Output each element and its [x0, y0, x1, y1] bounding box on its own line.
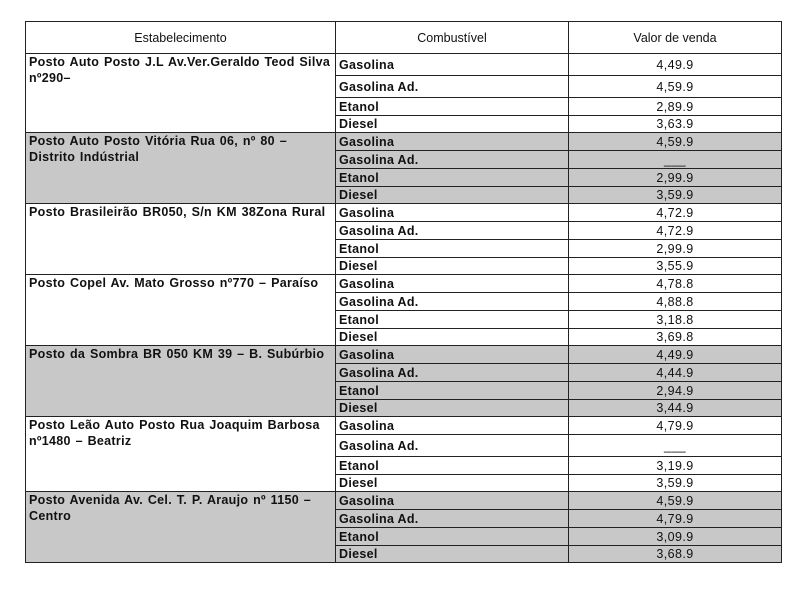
combustivel-cell: Gasolina — [336, 417, 569, 435]
valor-cell: 4,72.9 — [569, 204, 782, 222]
combustivel-cell: Diesel — [336, 116, 569, 133]
combustivel-cell: Gasolina Ad. — [336, 151, 569, 169]
valor-cell: 4,59.9 — [569, 133, 782, 151]
combustivel-cell: Gasolina Ad. — [336, 435, 569, 457]
valor-cell: 4,59.9 — [569, 492, 782, 510]
header-estabelecimento: Estabelecimento — [26, 22, 336, 54]
fuel-price-table — [25, 21, 782, 563]
header-valor: Valor de venda — [569, 22, 782, 54]
valor-cell: 4,49.9 — [569, 54, 782, 76]
table-body — [26, 54, 782, 563]
estabelecimento-cell: Posto Avenida Av. Cel. T. P. Araujo nº 1150 – Centro — [26, 492, 336, 563]
valor-cell: 4,88.8 — [569, 293, 782, 311]
estabelecimento-cell: Posto Auto Posto Vitória Rua 06, nº 80 – Distrito Indústrial — [26, 133, 336, 204]
valor-cell: 2,89.9 — [569, 98, 782, 116]
valor-cell: 3,59.9 — [569, 475, 782, 492]
valor-cell: ___ — [569, 435, 782, 457]
table-row — [26, 133, 782, 151]
valor-cell: 3,09.9 — [569, 528, 782, 546]
estabelecimento-cell: Posto Leão Auto Posto Rua Joaquim Barbosa nº1480 – Beatriz — [26, 417, 336, 492]
combustivel-cell: Gasolina Ad. — [336, 510, 569, 528]
combustivel-cell: Etanol — [336, 528, 569, 546]
header-row — [26, 22, 782, 54]
valor-cell: 3,18.8 — [569, 311, 782, 329]
valor-cell: 2,99.9 — [569, 240, 782, 258]
combustivel-cell: Diesel — [336, 187, 569, 204]
valor-cell: 4,79.9 — [569, 510, 782, 528]
combustivel-cell: Diesel — [336, 546, 569, 563]
combustivel-cell: Gasolina Ad. — [336, 364, 569, 382]
valor-cell: 4,49.9 — [569, 346, 782, 364]
combustivel-cell: Diesel — [336, 329, 569, 346]
valor-cell: 3,69.8 — [569, 329, 782, 346]
combustivel-cell: Gasolina — [336, 133, 569, 151]
combustivel-cell: Diesel — [336, 400, 569, 417]
valor-cell: 3,59.9 — [569, 187, 782, 204]
combustivel-cell: Gasolina — [336, 54, 569, 76]
combustivel-cell: Etanol — [336, 240, 569, 258]
valor-cell: 3,44.9 — [569, 400, 782, 417]
combustivel-cell: Gasolina — [336, 275, 569, 293]
combustivel-cell: Gasolina — [336, 204, 569, 222]
table-row — [26, 54, 782, 76]
valor-cell: ___ — [569, 151, 782, 169]
valor-cell: 3,68.9 — [569, 546, 782, 563]
valor-cell: 4,59.9 — [569, 76, 782, 98]
table-row — [26, 275, 782, 293]
combustivel-cell: Gasolina — [336, 346, 569, 364]
table-row — [26, 492, 782, 510]
valor-cell: 3,19.9 — [569, 457, 782, 475]
valor-cell: 4,44.9 — [569, 364, 782, 382]
valor-cell: 3,55.9 — [569, 258, 782, 275]
header-combustivel: Combustível — [336, 22, 569, 54]
combustivel-cell: Etanol — [336, 169, 569, 187]
table-row — [26, 417, 782, 435]
valor-cell: 2,99.9 — [569, 169, 782, 187]
valor-cell: 4,78.8 — [569, 275, 782, 293]
valor-cell: 4,79.9 — [569, 417, 782, 435]
estabelecimento-cell: Posto Auto Posto J.L Av.Ver.Geraldo Teod Silva nº290– — [26, 54, 336, 133]
estabelecimento-cell: Posto da Sombra BR 050 KM 39 – B. Subúrbio — [26, 346, 336, 417]
combustivel-cell: Gasolina Ad. — [336, 76, 569, 98]
table-row — [26, 204, 782, 222]
combustivel-cell: Etanol — [336, 98, 569, 116]
combustivel-cell: Diesel — [336, 475, 569, 492]
combustivel-cell: Gasolina Ad. — [336, 293, 569, 311]
combustivel-cell: Gasolina — [336, 492, 569, 510]
valor-cell: 2,94.9 — [569, 382, 782, 400]
combustivel-cell: Diesel — [336, 258, 569, 275]
combustivel-cell: Etanol — [336, 382, 569, 400]
combustivel-cell: Etanol — [336, 457, 569, 475]
combustivel-cell: Gasolina Ad. — [336, 222, 569, 240]
combustivel-cell: Etanol — [336, 311, 569, 329]
valor-cell: 4,72.9 — [569, 222, 782, 240]
estabelecimento-cell: Posto Brasileirão BR050, S/n KM 38Zona Rural — [26, 204, 336, 275]
table-row — [26, 346, 782, 364]
estabelecimento-cell: Posto Copel Av. Mato Grosso nº770 – Paraíso — [26, 275, 336, 346]
valor-cell: 3,63.9 — [569, 116, 782, 133]
